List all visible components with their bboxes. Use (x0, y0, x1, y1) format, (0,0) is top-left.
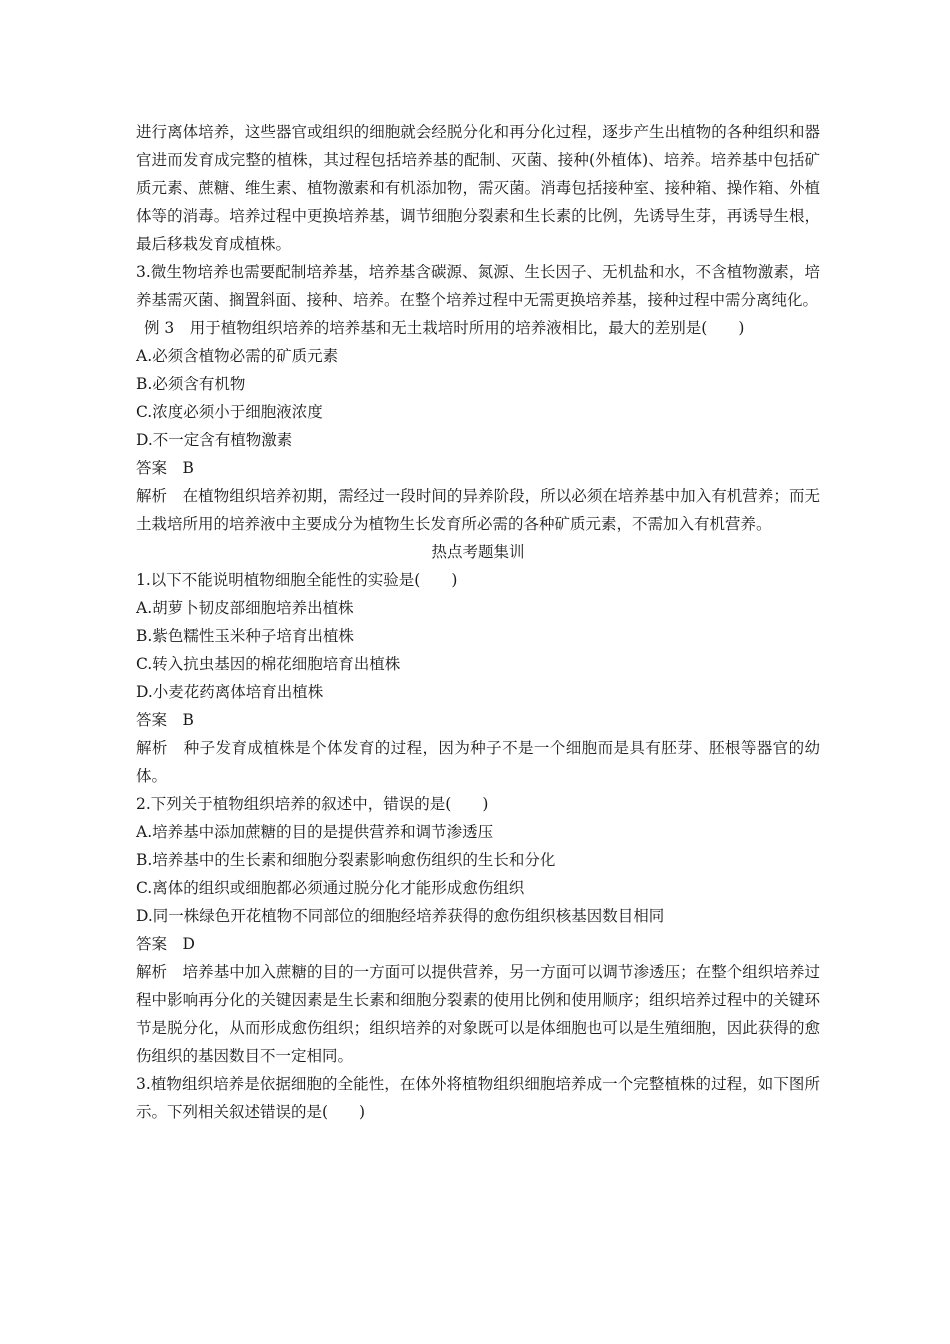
q1-option-c: C.转入抗虫基因的棉花细胞培育出植株 (136, 655, 401, 673)
example3-option-b: B.必须含有机物 (136, 375, 246, 393)
q3-question: 3.植物组织培养是依据细胞的全能性，在体外将植物组织细胞培养成一个完整植株的过程，如下图所示。下列相关叙述错误的是( ) (136, 1075, 820, 1121)
q1-option-a: A.胡萝卜韧皮部细胞培养出植株 (136, 599, 354, 617)
q2-answer: 答案 D (136, 935, 195, 953)
example3-analysis: 解析 在植物组织培养初期，需经过一段时间的异养阶段，所以必须在培养基中加入有机营养；而无土栽培所用的培养液中主要成分为植物生长发育所必需的各种矿质元素，不需加入有机营养。 (136, 487, 820, 533)
document-content (136, 118, 820, 1126)
q1-option-b: B.紫色糯性玉米种子培育出植株 (136, 627, 354, 645)
q2-option-b: B.培养基中的生长素和细胞分裂素影响愈伤组织的生长和分化 (136, 851, 556, 869)
example3-option-c: C.浓度必须小于细胞液浓度 (136, 403, 323, 421)
example3-option-d: D.不一定含有植物激素 (136, 431, 293, 449)
example3-question: 例 3 用于植物组织培养的培养基和无土栽培时所用的培养液相比，最大的差别是( ) (144, 319, 745, 337)
q2-option-c: C.离体的组织或细胞都必须通过脱分化才能形成愈伤组织 (136, 879, 525, 897)
q1-question: 1.以下不能说明植物细胞全能性的实验是( ) (136, 571, 458, 589)
section-title: 热点考题集训 (431, 543, 525, 561)
q1-analysis: 解析 种子发育成植株是个体发育的过程，因为种子不是一个细胞而是具有胚芽、胚根等器官的幼体。 (136, 739, 820, 785)
q2-analysis: 解析 培养基中加入蔗糖的目的一方面可以提供营养，另一方面可以调节渗透压；在整个组织培养过程中影响再分化的关键因素是生长素和细胞分裂素的使用比例和使用顺序；组织培养过程中的关键环节是脱分化，从而形成愈伤组织；组织培养的对象既可以是体细胞也可以是生殖细胞，因此获得的愈伤组织的基因数目不一定相同。 (136, 963, 820, 1065)
q2-question: 2.下列关于植物组织培养的叙述中，错误的是( ) (136, 795, 489, 813)
q2-option-a: A.培养基中添加蔗糖的目的是提供营养和调节渗透压 (136, 823, 494, 841)
q1-option-d: D.小麦花药离体培育出植株 (136, 683, 324, 701)
example3-option-a: A.必须含植物必需的矿质元素 (136, 347, 339, 365)
example3-answer: 答案 B (136, 459, 194, 477)
paragraph-tissue-culture-process: 进行离体培养，这些器官或组织的细胞就会经脱分化和再分化过程，逐步产生出植物的各种组织和器官进而发育成完整的植株，其过程包括培养基的配制、灭菌、接种(外植体)、培养。培养基中包括矿质元素、蔗糖、维生素、植物激素和有机添加物，需灭菌。消毒包括接种室、接种箱、操作箱、外植体等的消毒。培养过程中更换培养基，调节细胞分裂素和生长素的比例，先诱导生芽，再诱导生根，最后移栽发育成植株。 (136, 123, 820, 253)
q2-option-d: D.同一株绿色开花植物不同部位的细胞经培养获得的愈伤组织核基因数目相同 (136, 907, 665, 925)
paragraph-microbe-culture: 3.微生物培养也需要配制培养基，培养基含碳源、氮源、生长因子、无机盐和水，不含植物激素，培养基需灭菌、搁置斜面、接种、培养。在整个培养过程中无需更换培养基，接种过程中需分离纯化。 (136, 263, 820, 309)
q1-answer: 答案 B (136, 711, 194, 729)
